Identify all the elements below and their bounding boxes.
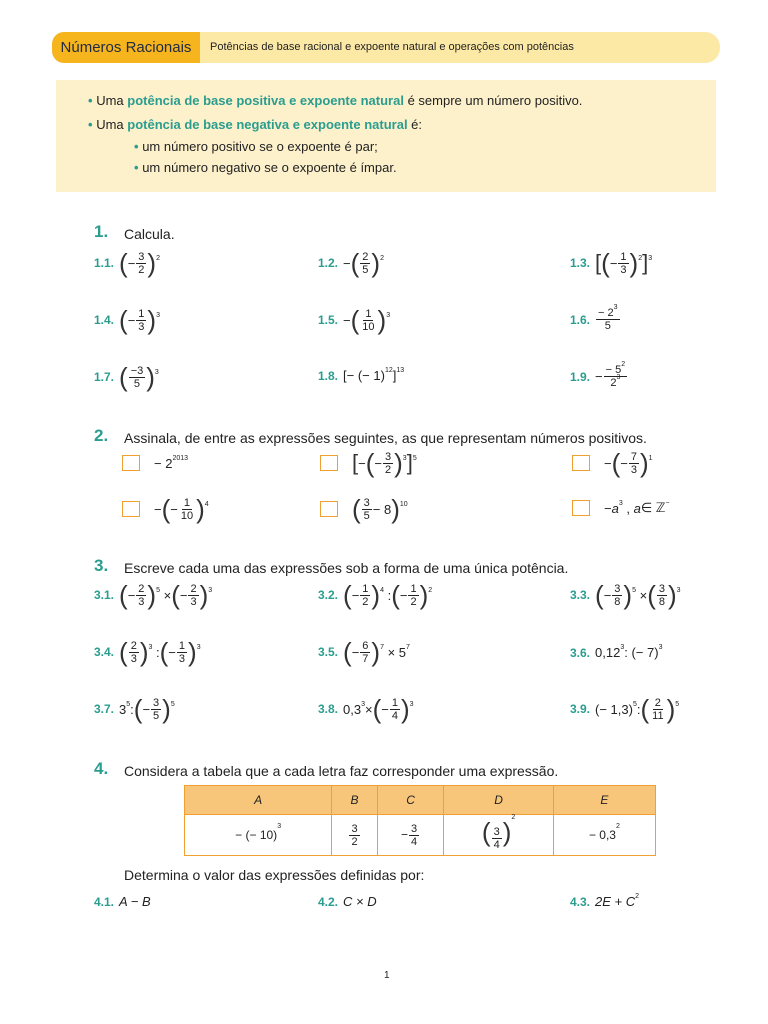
q3-item-1: 3.1. ( − $\frac{2}{3}$ ) $^5$ × ( − $\frac{2}{3}$ ) $^3$ [94,580,213,610]
q1-item-5: 1.5. − ( $\frac{1}{10}$ ) $^3$ [318,305,391,335]
q2-option-4: − ( − $\frac{1}{10}$ ) $^4$ [122,496,209,522]
unit-title: Números Racionais [52,32,200,63]
q1-item-7: 1.7. ( $\frac{-3}{5}$ ) $^3$ [94,362,159,392]
q3-item-4: 3.4. ( $\frac{2}{3}$ ) $^3$ : ( − $\frac{1}{3}$ ) $^3$ [94,637,201,667]
col-header-b: B [332,786,378,815]
q4-subtext: Determina o valor das expressões definidas por: [124,867,425,883]
info-box [56,80,716,192]
q3-item-2: 3.2. ( − $\frac{1}{2}$ ) $^4$ : ( − $\frac{1}{2}$ ) $^2$ [318,580,433,610]
q1-text: Calcula. [124,226,175,242]
q3-item-5: 3.5. ( − $\frac{6}{7}$ ) $^7$ × 5 $^7$ [318,637,410,667]
q2-option-1: − 2 $^{2013}$ [122,455,188,471]
cell-a: − (− 10)$^3$ [185,815,332,856]
q3-text: Escreve cada uma das expressões sob a forma de uma única potência. [124,560,569,576]
q4-text: Considera a tabela que a cada letra faz corresponder uma expressão. [124,763,559,779]
expression-table [184,785,656,856]
page-number: 1 [384,970,390,981]
checkbox[interactable] [320,501,338,517]
col-header-c: C [377,786,444,815]
q4-item-2: 4.2. C × D [318,894,377,909]
checkbox[interactable] [572,455,590,471]
cell-d: ( $\frac{3}{4}$ )$^2$ [444,815,553,856]
info-line-3: • um número positivo se o expoente é par; [134,139,378,154]
q3-item-8: 3.8. 0,3 $^3$ × ( − $\frac{1}{4}$ ) $^3$ [318,694,414,724]
checkbox[interactable] [122,501,140,517]
q3-item-3: 3.3. ( − $\frac{3}{8}$ ) $^5$ × ( $\frac{3}{8}$ ) $^3$ [570,580,681,610]
q2-option-5: ( $\frac{3}{5}$ − 8 ) $^{10}$ [320,496,408,522]
col-header-e: E [553,786,655,815]
q4-number: 4. [94,759,109,778]
q2-option-3: − ( − $\frac{7}{3}$ ) $^1$ [572,450,653,476]
q3-item-9: 3.9. (− 1,3) $^5$ : ( $\frac{2}{11}$ ) $^5$ [570,694,680,724]
q2-number: 2. [94,426,109,445]
q4-item-3: 4.3. 2E + C $^2$ [570,893,640,909]
q1-number: 1. [94,222,109,241]
topic-title: Potências de base racional e expoente natural e operações com potências [200,32,720,63]
cell-c: − $\frac{3}{4}$ [377,815,444,856]
q1-item-1: 1.1. ( − $\frac{3}{2}$ ) $^2$ [94,248,160,278]
checkbox[interactable] [572,500,590,516]
page-header [52,32,720,63]
info-line-1: • Uma potência de base positiva e expoente natural é sempre um número positivo. [88,93,583,108]
info-line-2: • Uma potência de base negativa e expoente natural é: [88,117,423,132]
q1-item-9: 1.9. − $\frac{- 5^2}{2^3}$ [570,361,626,389]
q3-item-7: 3.7. 3 $^5$ : ( − $\frac{3}{5}$ ) $^5$ [94,694,175,724]
cell-e: − $0,3^2$ [553,815,655,856]
q2-option-6: − a $^3$ , a ∈ ℤ − [572,500,670,516]
q1-item-4: 1.4. ( − $\frac{1}{3}$ ) $^3$ [94,305,160,335]
col-header-a: A [185,786,332,815]
q1-item-6: 1.6. $\frac{- 2^3}{5}$ [570,304,618,332]
q4-item-1: 4.1. A − B [94,894,151,909]
q2-text: Assinala, de entre as expressões seguintes, as que representam números positivos. [124,430,647,446]
q1-item-3: 1.3. [ ( − $\frac{1}{3}$ ) $^2$ ] $^3$ [570,248,653,278]
q3-number: 3. [94,556,109,575]
q1-item-2: 1.2. − ( $\frac{2}{5}$ ) $^2$ [318,248,384,278]
cell-b: $\frac{3}{2}$ [332,815,378,856]
q2-option-2: [ − ( − $\frac{3}{2}$ ) $^3$ ] $^5$ [320,450,417,476]
checkbox[interactable] [320,455,338,471]
q3-item-6: 3.6. 0,12 $^3$ : (− 7) $^3$ [570,644,663,660]
col-header-d: D [444,786,553,815]
checkbox[interactable] [122,455,140,471]
info-line-4: • um número negativo se o expoente é ímpar. [134,160,397,175]
q1-item-8: 1.8. [− (− 1) $^{12}$ ] $^{13}$ [318,367,405,383]
